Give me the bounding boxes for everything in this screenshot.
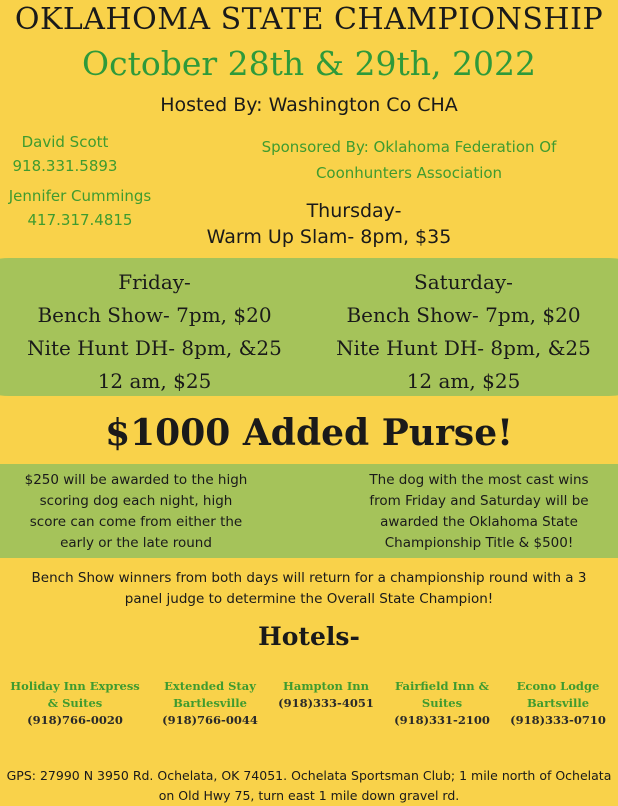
bench-show-note [0,568,618,610]
hotel-2-phone: (918)766-0044 [162,713,258,727]
saturday-schedule [309,266,618,398]
hotel-2-name-1: Extended Stay [164,679,256,693]
gps-directions [0,766,618,806]
contact-2-phone: 417.317.4815 [27,211,133,229]
hotel-econo-lodge [498,678,618,729]
gps-line-2: on Old Hwy 75, turn east 1 mile down gravel rd. [158,788,460,803]
friday-day: Friday- [118,270,191,294]
hotel-holiday-inn [0,678,150,729]
bench-note-line-2: panel judge to determine the Overall State Champion! [124,591,494,607]
hotel-4-phone: (918)331-2100 [394,713,490,727]
sponsor-line-2: Coonhunters Association [315,164,503,182]
award-left-line-2: scoring dog each night, high [39,493,233,509]
bench-note-line-1: Bench Show winners from both days will return for a championship round with a 3 [31,570,587,586]
hotel-fairfield-inn [382,678,502,729]
thursday-event: Warm Up Slam- 8pm, $35 [206,226,452,248]
award-right [340,470,618,554]
hotel-2-name-2: Bartlesville [173,696,247,710]
contact-1 [0,130,130,178]
hosted-by: Hosted By: Washington Co CHA [160,94,458,116]
added-purse: $1000 Added Purse! [105,412,513,454]
hotel-5-name-2: Bartsville [526,696,590,710]
hotel-4-name-1: Fairfield Inn & [395,679,489,693]
contact-1-phone: 918.331.5893 [12,157,118,175]
award-left [0,470,272,554]
event-dates: October 28th & 29th, 2022 [82,44,536,83]
contact-1-name: David Scott [21,133,109,151]
award-left-line-3: score can come from either the [29,514,243,530]
hotel-1-name-2: & Suites [47,696,103,710]
hotel-hampton-inn [268,678,384,712]
sponsor-line-1: Sponsored By: Oklahoma Federation Of [261,138,557,156]
award-right-line-1: The dog with the most cast wins [369,472,589,488]
thursday-day: Thursday- [306,200,402,222]
sponsor [200,134,618,186]
award-right-line-4: Championship Title & $500! [384,535,574,551]
hotels-heading: Hotels- [258,622,360,651]
hotel-5-phone: (918)333-0710 [510,713,606,727]
friday-schedule [0,266,309,398]
hotel-1-phone: (918)766-0020 [27,713,123,727]
friday-late: 12 am, $25 [97,369,212,393]
hotel-4-name-2: Suites [421,696,463,710]
event-title: OKLAHOMA STATE CHAMPIONSHIP [14,2,604,37]
saturday-day: Saturday- [414,270,513,294]
contact-2-name: Jennifer Cummings [8,187,152,205]
award-left-line-4: early or the late round [60,535,212,551]
saturday-nite-hunt: Nite Hunt DH- 8pm, &25 [336,336,591,360]
award-right-line-2: from Friday and Saturday will be [369,493,589,509]
friday-bench: Bench Show- 7pm, $20 [37,303,272,327]
hotel-1-name-1: Holiday Inn Express [10,679,140,693]
saturday-late: 12 am, $25 [406,369,521,393]
hotel-5-name-1: Econo Lodge [516,679,600,693]
thursday-schedule [0,198,618,250]
hotel-3-phone: (918)333-4051 [278,696,374,710]
hotel-3-name-1: Hampton Inn [283,679,369,693]
friday-nite-hunt: Nite Hunt DH- 8pm, &25 [27,336,282,360]
saturday-bench: Bench Show- 7pm, $20 [346,303,581,327]
gps-line-1: GPS: 27990 N 3950 Rd. Ochelata, OK 74051. Ochelata Sportsman Club; 1 mile north of Ochelata [6,768,612,783]
hotel-extended-stay [148,678,272,729]
award-right-line-3: awarded the Oklahoma State [380,514,578,530]
award-left-line-1: $250 will be awarded to the high [24,472,248,488]
